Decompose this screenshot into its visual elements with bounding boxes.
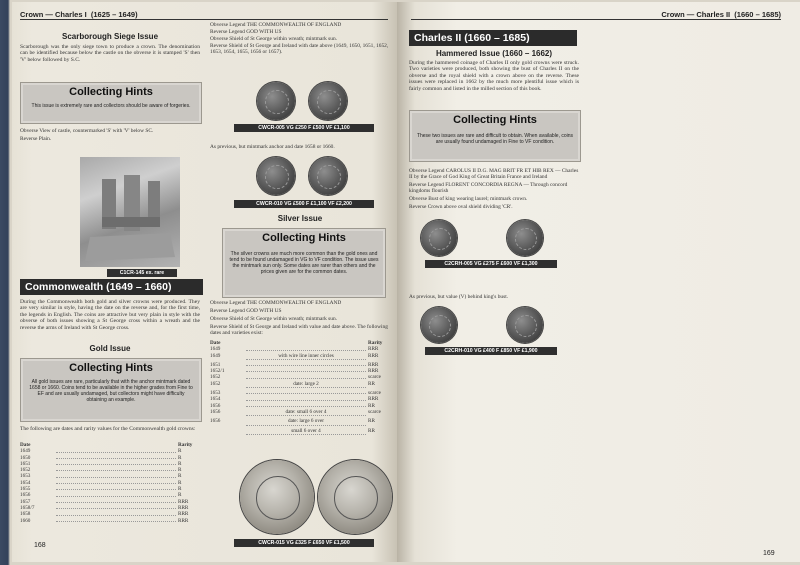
right-running-header xyxy=(411,10,781,20)
cwcr-010-caption: CWCR-010 VG £500 F £1,100 VF £2,200 xyxy=(234,200,374,208)
left-page xyxy=(12,2,397,562)
col-rarity: Rarity xyxy=(368,340,383,346)
c2crh-005-reverse-coin xyxy=(507,220,543,256)
c2-obverse-legend: Obverse Legend CAROLUS II D.G. MAG BRIT FR ET HIB REX — Charles II by the Grace of God King of Great Britain France and Ireland xyxy=(409,168,579,181)
cell-date: 1655 xyxy=(20,486,31,493)
col-rarity: Rarity xyxy=(178,442,193,448)
col-date: Date xyxy=(20,442,31,448)
cell-date: 1658 xyxy=(20,511,31,518)
hint-title: Collecting Hints xyxy=(69,362,153,374)
castle-stamp-image xyxy=(80,157,180,267)
cell-variety xyxy=(56,473,176,477)
cell-rarity: R xyxy=(178,473,182,480)
silver-reverse-legend: Reverse Legend GOD WITH US xyxy=(210,308,282,314)
c2crh-005-obverse-coin xyxy=(421,220,457,256)
cell-date: 1652 xyxy=(210,380,221,387)
header-title: Crown — Charles I xyxy=(20,10,87,19)
left-page-number: 168 xyxy=(34,542,46,549)
cw-gold-obverse-legend: Obverse Legend THE COMMONWEALTH OF ENGLAND xyxy=(210,22,342,28)
cell-date: 1657 xyxy=(20,498,31,505)
cell-date: 1658/7 xyxy=(20,504,35,511)
cell-variety xyxy=(56,486,176,490)
cell-rarity: R xyxy=(178,454,182,461)
col-date: Date xyxy=(210,340,221,346)
cwcr-005-reverse-coin xyxy=(309,82,347,120)
cw-gold-reverse: Reverse Shield of St George and Ireland with date above (1649, 1650, 1651, 1652, 1653, 1654, 1655, 1656 or 1657). xyxy=(210,43,389,56)
hint-title: Collecting Hints xyxy=(453,114,537,126)
table-row xyxy=(210,381,390,390)
cell-rarity: RRR xyxy=(368,361,379,368)
siege-obverse: Obverse View of castle, countermarked 'S' with 'V' below SC. xyxy=(20,128,154,134)
cell-variety xyxy=(56,461,176,465)
cell-variety: small 6 over 4 xyxy=(246,428,366,435)
cell-variety xyxy=(56,467,176,471)
table-row xyxy=(210,409,390,418)
left-running-header xyxy=(20,10,388,20)
cell-date xyxy=(210,428,244,437)
cell-variety xyxy=(246,346,366,350)
cell-date: 1650 xyxy=(20,454,31,461)
silver-obverse: Obverse Shield of St George within wreath; mintmark sun. xyxy=(210,316,338,322)
cell-rarity: scarce xyxy=(368,390,381,397)
hint-title: Collecting Hints xyxy=(262,232,346,244)
cell-date: 1656 xyxy=(210,408,221,415)
header-dates: (1660 – 1685) xyxy=(734,10,781,19)
cell-variety xyxy=(56,492,176,496)
siege-heading: Scarborough Siege Issue xyxy=(61,32,159,41)
hint-body: The silver crowns are much more common than the gold ones and tend to be found undamaged in VG to VF condition. The issue uses the mintmark sun only. Some dates are rarer than others and the prices given are for the common dates. xyxy=(229,251,379,275)
table-row xyxy=(20,518,200,524)
cwcr-010-obverse-coin xyxy=(257,157,295,195)
c2crh-010-caption: C2CRH-010 VG £400 F £850 VF £1,900 xyxy=(425,347,557,355)
cell-date: 1649 xyxy=(20,448,31,455)
cell-date: 1652 xyxy=(210,374,221,381)
siege-crown-photo xyxy=(80,157,180,267)
cell-date: 1654 xyxy=(20,479,31,486)
cwcr-005-caption: CWCR-005 VG £250 F £500 VF £1,100 xyxy=(234,124,374,132)
header-dates: (1625 – 1649) xyxy=(90,10,138,19)
silver-collecting-hints xyxy=(222,228,386,298)
cell-rarity: RRR xyxy=(178,517,189,524)
cell-rarity: R xyxy=(178,467,182,474)
cell-rarity: RR xyxy=(368,380,375,387)
cell-date: 1656 xyxy=(20,492,31,499)
table-row xyxy=(210,428,390,437)
c2crh-010-obverse-coin xyxy=(421,307,457,343)
gold-issue-heading: Gold Issue xyxy=(89,344,131,353)
cell-rarity: RR xyxy=(368,402,375,409)
charles2-section-bar: Charles II (1660 – 1685) xyxy=(409,30,577,46)
cell-variety xyxy=(246,362,366,366)
cell-variety: date: large 6 over xyxy=(246,418,366,425)
c2crh-010-reverse-coin xyxy=(507,307,543,343)
cell-variety xyxy=(56,518,176,522)
cw-gold-obverse: Obverse Shield of St George within wreath; mintmark sun. xyxy=(210,36,338,42)
cell-variety xyxy=(246,403,366,407)
cell-date: 1653 xyxy=(20,473,31,480)
cwcr-010-note: As previous, but mintmark anchor and date 1658 or 1660. xyxy=(210,144,335,150)
cell-rarity: RRR xyxy=(178,504,189,511)
cell-variety xyxy=(56,505,176,509)
silver-rarity-table xyxy=(210,340,390,437)
commonwealth-section-bar: Commonwealth (1649 – 1660) xyxy=(20,279,203,295)
cell-variety xyxy=(56,455,176,459)
silver-reverse: Reverse Shield of St George and Ireland with value and date above. The following dates and varieties exist: xyxy=(210,324,388,337)
gold-table-intro: The following are dates and rarity values for the Commonwealth gold crowns: xyxy=(20,426,196,432)
cell-rarity: scarce xyxy=(368,374,381,381)
silver-issue-heading: Silver Issue xyxy=(277,214,323,223)
cwcr-005-obverse-coin xyxy=(257,82,295,120)
cell-rarity: RRR xyxy=(178,498,189,505)
cell-rarity: RRR xyxy=(178,511,189,518)
cwcr-010-reverse-coin xyxy=(309,157,347,195)
cell-variety xyxy=(246,396,366,400)
silver-obverse-legend: Obverse Legend THE COMMONWEALTH OF ENGLAND xyxy=(210,300,342,306)
gold-collecting-hints xyxy=(20,358,202,422)
cell-date: 1653 xyxy=(210,390,221,397)
cell-rarity: RR xyxy=(368,418,375,425)
cell-date: 1654 xyxy=(210,396,221,403)
cell-variety xyxy=(56,511,176,515)
cell-date: 1651 xyxy=(20,460,31,467)
cell-rarity: R xyxy=(178,479,182,486)
charles2-collecting-hints xyxy=(409,110,581,162)
cell-date: 1652 xyxy=(20,467,31,474)
cell-variety xyxy=(246,390,366,394)
cell-variety xyxy=(56,448,176,452)
cell-rarity: RRR xyxy=(368,346,379,353)
cell-rarity: R xyxy=(178,460,182,467)
hint-title: Collecting Hints xyxy=(69,86,153,98)
cwcr-015-obverse-coin xyxy=(240,460,314,534)
siege-caption: C1CR-145 ex. rare xyxy=(107,269,177,277)
cell-rarity: R xyxy=(178,448,182,455)
siege-collecting-hints xyxy=(20,82,202,124)
c2crh-010-note: As previous, but value (V) behind king's bust. xyxy=(409,294,509,300)
cell-variety xyxy=(246,368,366,372)
cw-gold-reverse-legend: Reverse Legend GOD WITH US xyxy=(210,29,282,35)
cell-date: 1660 xyxy=(20,517,31,524)
cell-variety xyxy=(56,499,176,503)
cell-date: 1649 xyxy=(210,346,221,353)
cell-rarity: RRR xyxy=(368,396,379,403)
right-page xyxy=(397,2,800,562)
cell-date: 1656 xyxy=(210,418,221,425)
cell-variety xyxy=(246,374,366,378)
cwcr-015-reverse-coin xyxy=(318,460,392,534)
cell-date: 1652/1 xyxy=(210,368,225,375)
hammered-text: During the hammered coinage of Charles II only gold crowns were struck. Two varieties were produced, both showing the bust of Charles II on the obverse and the royal shield with a crown above on the reverse. These issues were replaced in 1662 by the much more plentiful issue which is fairly common and listed in the milled section of this book. xyxy=(409,60,579,92)
c2-obverse: Obverse Bust of king wearing laurel; mintmark crown. xyxy=(409,196,528,202)
cell-variety: with wire line inner circles xyxy=(246,353,366,360)
c2-reverse: Reverse Crown above oval shield dividing 'CR'. xyxy=(409,204,513,210)
c2-reverse-legend: Reverse Legend FLORENT CONCORDIA REGNA — Through concord kingdoms flourish xyxy=(409,182,568,195)
cell-rarity: scarce xyxy=(368,408,381,415)
siege-text: Scarborough was the only siege town to produce a crown. The denomination can be identified because below the castle on the obverse it is stamped 'S' then 'V' below followed by S.C. xyxy=(20,44,200,63)
cell-date: 1656 xyxy=(210,402,221,409)
hammered-heading: Hammered Issue (1660 – 1662) xyxy=(435,49,553,58)
cell-rarity: R xyxy=(178,492,182,499)
siege-reverse: Reverse Plain. xyxy=(20,136,52,142)
header-title: Crown — Charles II xyxy=(661,10,731,19)
hint-body: This issue is extremely rare and collectors should be aware of forgeries. xyxy=(31,103,191,109)
commonwealth-text: During the Commonwealth both gold and silver crowns were produced. They are very similar in style, having the date on the reverse and, for the first time, the legends in English. The coins are attractive but very plain in style with the obverse of both issues showing a St George cross within a wreath and the reverse the arms of Ireland with St George cross. xyxy=(20,299,200,331)
cell-variety xyxy=(56,480,176,484)
cell-rarity: R xyxy=(178,486,182,493)
cell-variety: date: small 6 over 4 xyxy=(246,409,366,416)
cell-rarity: RR xyxy=(368,427,375,434)
cell-date: 1649 xyxy=(210,352,221,359)
hint-body: These two issues are rare and difficult to obtain. When available, coins are usually found undamaged in Fine to VF condition. xyxy=(416,133,574,145)
hint-body: All gold issues are rare, particularly that with the anchor mintmark dated 1658 or 1660. Coins tend to be available in the higher grades from Fine to EF and are usually undamaged, but collectors might have difficulty obtaining an example. xyxy=(29,379,193,403)
table-row xyxy=(210,418,390,427)
cell-rarity: RRR xyxy=(368,368,379,375)
gold-rarity-table xyxy=(20,442,200,524)
cell-rarity: RRR xyxy=(368,352,379,359)
cell-date: 1651 xyxy=(210,361,221,368)
c2crh-005-caption: C2CRH-005 VG £275 F £600 VF £1,300 xyxy=(425,260,557,268)
cwcr-015-caption: CWCR-015 VG £325 F £650 VF £1,500 xyxy=(234,539,374,547)
right-page-number: 169 xyxy=(763,550,775,557)
table-row xyxy=(210,353,390,362)
cell-variety: date: large 2 xyxy=(246,381,366,388)
